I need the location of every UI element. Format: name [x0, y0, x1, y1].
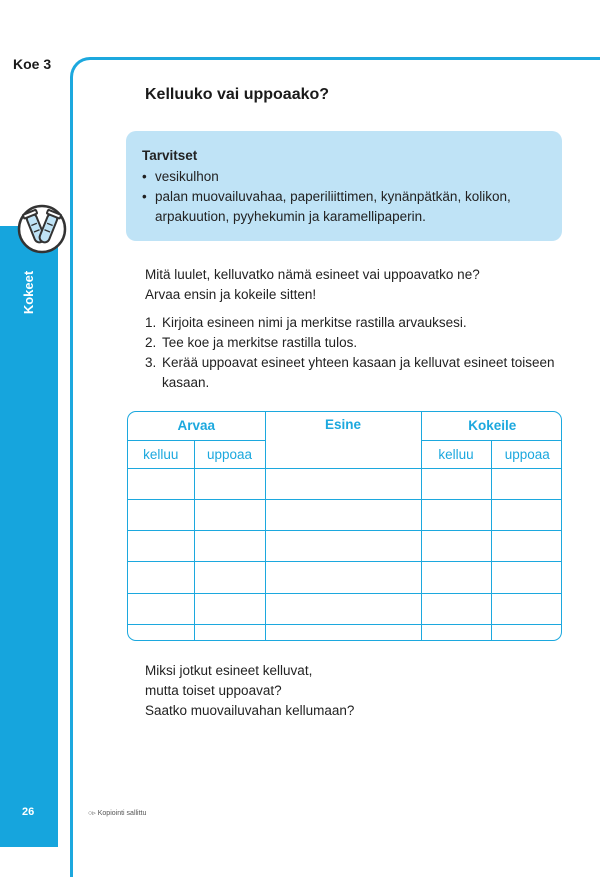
table-cell[interactable] — [194, 562, 265, 593]
header-guess: Arvaa — [128, 412, 265, 440]
side-bar — [0, 226, 58, 847]
instruction-steps — [145, 313, 565, 393]
table-row — [128, 468, 562, 499]
table-cell[interactable] — [491, 531, 562, 562]
list-item: • vesikulhon — [142, 167, 550, 187]
table-cell[interactable] — [194, 593, 265, 624]
materials-heading: Tarvitset — [142, 148, 198, 163]
subheader-float-guess: kelluu — [128, 440, 194, 468]
step-number: 2. — [145, 335, 157, 350]
subheader-float-test: kelluu — [421, 440, 491, 468]
table-cell[interactable] — [491, 624, 562, 640]
table-row — [128, 499, 562, 530]
table-row — [128, 593, 562, 624]
step-item — [145, 353, 565, 393]
table-cell[interactable] — [265, 562, 421, 593]
side-section-label — [8, 268, 50, 316]
table-cell[interactable] — [491, 468, 562, 499]
table-cell[interactable] — [128, 624, 194, 640]
test-tubes-icon — [17, 204, 67, 254]
section-number: Koe 3 — [13, 56, 52, 72]
subheader-sink-guess: uppoaa — [194, 440, 265, 468]
table-cell[interactable] — [265, 499, 421, 530]
results-table — [128, 412, 562, 640]
intro-line: Mitä luulet, kelluvatko nämä esineet vai uppoavatko ne? — [145, 267, 480, 282]
materials-list — [142, 167, 550, 227]
step-item — [145, 313, 565, 333]
table-cell[interactable] — [421, 499, 491, 530]
closing-line: mutta toiset uppoavat? — [145, 683, 282, 698]
table-cell[interactable] — [421, 468, 491, 499]
table-cell[interactable] — [194, 531, 265, 562]
step-number: 3. — [145, 355, 157, 370]
step-text: Kirjoita esineen nimi ja merkitse rastilla arvauksesi. — [162, 315, 467, 330]
side-section-text: Kokeet — [21, 270, 37, 314]
table-cell[interactable] — [265, 624, 421, 640]
table-cell[interactable] — [194, 499, 265, 530]
table-cell[interactable] — [421, 624, 491, 640]
table-row — [128, 624, 562, 640]
results-table-frame — [127, 411, 562, 641]
materials-box — [126, 131, 562, 241]
step-text: Tee koe ja merkitse rastilla tulos. — [162, 335, 358, 350]
closing-line: Saatko muovailuvahan kellumaan? — [145, 703, 355, 718]
intro-line: Arvaa ensin ja kokeile sitten! — [145, 287, 317, 302]
table-cell[interactable] — [128, 468, 194, 499]
subheader-sink-test: uppoaa — [491, 440, 562, 468]
table-cell[interactable] — [194, 468, 265, 499]
step-number: 1. — [145, 315, 157, 330]
table-cell[interactable] — [421, 562, 491, 593]
copy-notice: Kopiointi sallittu — [97, 809, 147, 817]
table-cell[interactable] — [128, 499, 194, 530]
cc-icon: ○▹ — [88, 810, 96, 817]
intro-text — [145, 265, 565, 305]
page-title: Kelluuko vai uppoaako? — [145, 86, 330, 103]
table-cell[interactable] — [128, 531, 194, 562]
table-row — [128, 562, 562, 593]
table-cell[interactable] — [265, 531, 421, 562]
header-test: Kokeile — [421, 412, 562, 440]
table-row — [128, 531, 562, 562]
table-cell[interactable] — [265, 468, 421, 499]
header-object: Esine — [265, 412, 421, 468]
page-number: 26 — [22, 806, 35, 818]
table-cell[interactable] — [491, 499, 562, 530]
table-cell[interactable] — [194, 624, 265, 640]
table-cell[interactable] — [421, 531, 491, 562]
table-cell[interactable] — [128, 593, 194, 624]
table-cell[interactable] — [491, 593, 562, 624]
table-cell[interactable] — [128, 562, 194, 593]
step-text: Kerää uppoavat esineet yhteen kasaan ja kelluvat esineet toiseen kasaan. — [162, 355, 555, 390]
closing-line: Miksi jotkut esineet kelluvat, — [145, 663, 313, 678]
closing-questions — [145, 661, 565, 721]
step-item — [145, 333, 565, 353]
table-cell[interactable] — [491, 562, 562, 593]
table-cell[interactable] — [421, 593, 491, 624]
table-cell[interactable] — [265, 593, 421, 624]
list-item: • palan muovailuvahaa, paperiliittimen, kynänpätkän, kolikon, arpakuution, pyyhekumin ja karamellipaperin. — [142, 187, 550, 227]
footer — [88, 809, 146, 817]
